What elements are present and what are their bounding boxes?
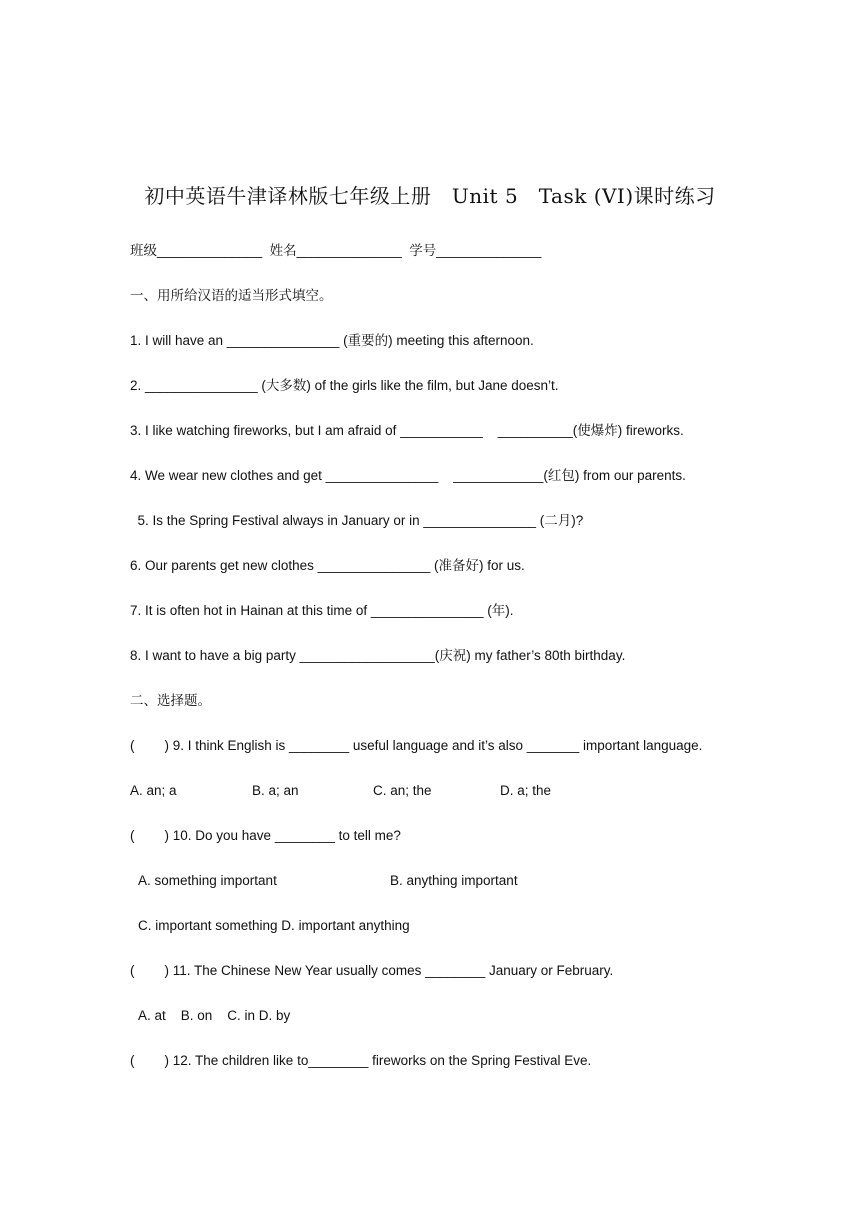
section-heading-multiple-choice: 二、选择题。 bbox=[130, 693, 211, 709]
q9-option-c: C. an; the bbox=[373, 783, 432, 798]
q9-option-b: B. a; an bbox=[252, 783, 299, 798]
question-8: 8. I want to have a big party __________________(庆祝) my father’s 80th birthday. bbox=[130, 648, 626, 663]
page-title: 初中英语牛津译林版七年级上册 Unit 5 Task (VI)课时练习 bbox=[144, 184, 716, 208]
q9-option-d: D. a; the bbox=[500, 783, 552, 798]
question-7: 7. It is often hot in Hainan at this time of _______________ (年). bbox=[130, 603, 514, 618]
q9-option-a: A. an; a bbox=[130, 783, 177, 798]
q10-options-c-d: C. important something D. important anything bbox=[138, 918, 410, 933]
question-12: ( ) 12. The children like to________ fireworks on the Spring Festival Eve. bbox=[130, 1053, 592, 1068]
question-6: 6. Our parents get new clothes _______________ (准备好) for us. bbox=[130, 558, 525, 573]
student-info-line: 班级______________ 姓名______________ 学号______________ bbox=[130, 243, 542, 258]
question-11: ( ) 11. The Chinese New Year usually comes ________ January or February. bbox=[130, 963, 614, 978]
question-3: 3. I like watching fireworks, but I am afraid of ___________ __________(使爆炸) fireworks. bbox=[130, 423, 684, 438]
q11-options: A. at B. on C. in D. by bbox=[138, 1008, 291, 1023]
question-2: 2. _______________ (大多数) of the girls like the film, but Jane doesn’t. bbox=[130, 378, 559, 393]
section-heading-fill-in: 一、用所给汉语的适当形式填空。 bbox=[130, 288, 333, 304]
question-9: ( ) 9. I think English is ________ useful language and it’s also _______ important language. bbox=[130, 738, 703, 753]
question-5: 5. Is the Spring Festival always in January or in _______________ (二月)? bbox=[130, 513, 584, 528]
question-1: 1. I will have an _______________ (重要的) meeting this afternoon. bbox=[130, 333, 534, 348]
q10-option-a: A. something important bbox=[138, 873, 277, 888]
question-10: ( ) 10. Do you have ________ to tell me? bbox=[130, 828, 401, 843]
question-4: 4. We wear new clothes and get _______________ ____________(红包) from our parents. bbox=[130, 468, 686, 483]
q10-option-b: B. anything important bbox=[390, 873, 518, 888]
